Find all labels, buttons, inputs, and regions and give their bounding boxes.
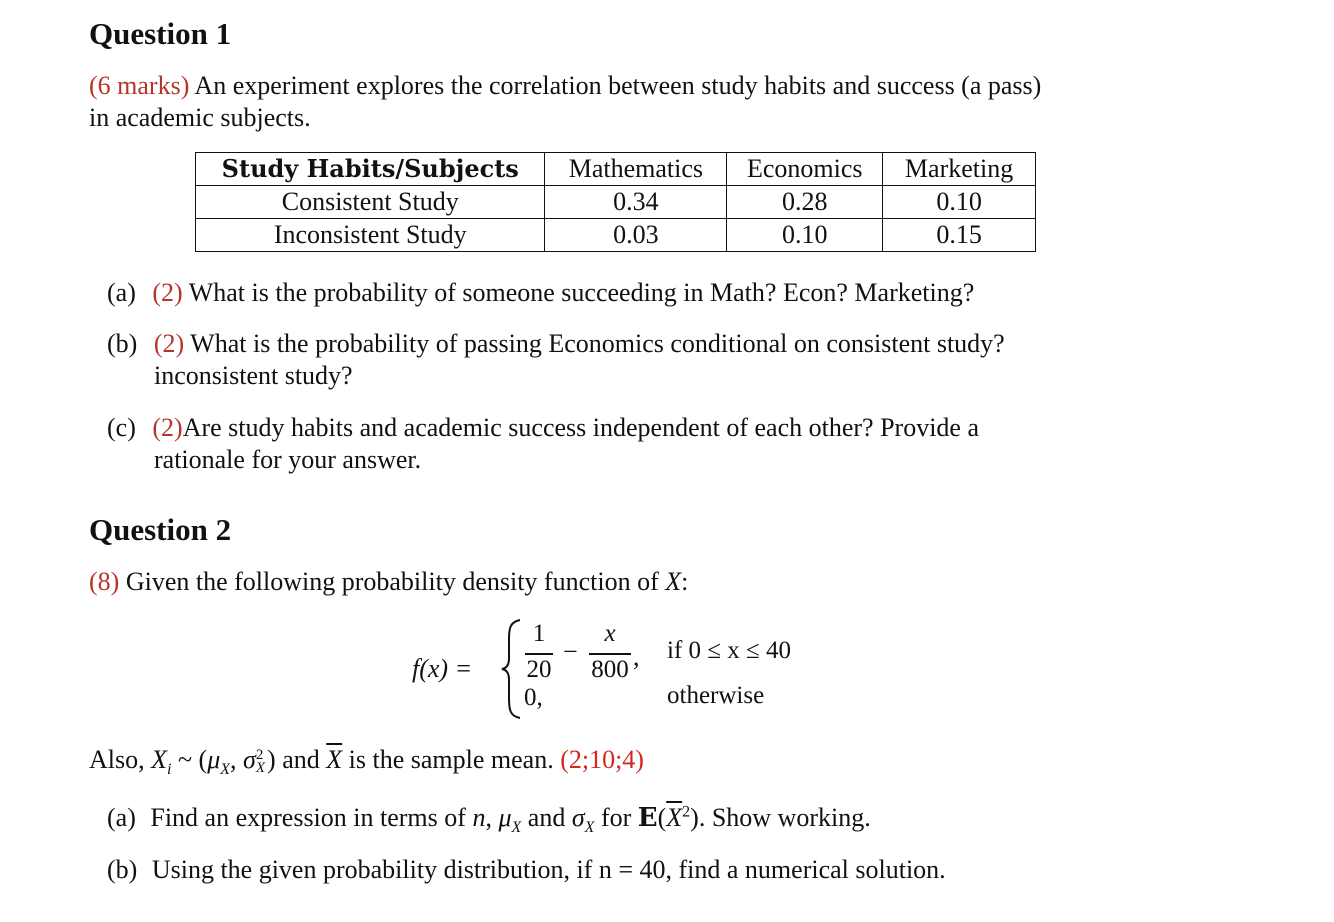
part-label: (b) [107,329,138,358]
sigma-symbol: σ [571,803,585,832]
part-text: Find an expression in terms of [150,803,473,832]
probability-table [195,152,1036,252]
also-text: Also, [89,745,152,774]
table-cell: 0.10 [883,186,1036,219]
subscript: X [220,761,231,779]
fraction-denominator: 800 [591,656,629,683]
x-bar: $\overline{X}$ [326,745,343,774]
expectation-symbol: E [637,803,658,833]
subscript: X [255,760,266,777]
question-2-variable: X [665,567,682,596]
question-2-heading: Question 2 [89,512,232,547]
part-text: Using the given probability distribution, if n = 40, find a numerical solution. [151,855,946,884]
q2-part-a [107,803,871,837]
question-2-intro-text: Given the following probability density function of [119,567,666,596]
part-text: , [485,803,499,832]
table-cell: 0.28 [727,186,883,219]
also-text: ) and [267,745,327,774]
q1-part-c-line2: rationale for your answer. [154,445,422,474]
table-header-cell: Mathematics [545,153,727,186]
separator: , [230,745,244,774]
table-header-cell: Economics [727,153,883,186]
question-1-intro-text: An experiment explores the correlation between study habits and success (a pass) [189,71,1042,100]
table-header-cell: Study Habits/Subjects [196,153,545,186]
table-cell: 0.03 [545,219,727,252]
question-1-marks: (6 marks) [89,71,190,100]
question-2-marks: (8) [89,567,120,596]
question-1-heading: Question 1 [89,16,232,51]
x-bar: $\overline{X}$ [666,803,683,832]
minus-sign: − [563,637,578,666]
var-n: n [472,803,486,832]
subscript: X [584,819,595,837]
table-row [196,219,1036,252]
condition-1: if 0 ≤ x ≤ 40 [667,637,791,664]
part-text: Are study habits and academic success independent of each other? Provide a [182,413,980,442]
part-text: What is the probability of passing Economics conditional on consistent study? [184,329,1005,358]
fraction-numerator: 1 [532,620,546,647]
also-text: is the sample mean. [342,745,561,774]
subscript: i [167,761,172,779]
fraction-denominator: 20 [526,656,552,683]
question-2-intro [89,567,688,597]
also-line [89,745,644,779]
fraction-numerator: x [604,620,616,647]
q2-part-b [107,855,946,885]
part-label: (a) [107,278,136,307]
superscript: 2 [682,803,691,821]
part-text: ). Show working. [690,803,871,832]
part-marks: (2) [153,329,185,358]
table-header-row [196,153,1036,186]
part-text: and [521,803,572,832]
sigma-symbol: σ [243,745,256,774]
marks: (2;10;4) [560,745,644,774]
fraction-bar [589,653,631,655]
q1-part-c [107,413,979,443]
zero-case: 0, [524,684,543,711]
table-row [196,186,1036,219]
question-1-intro-line1 [89,71,1041,101]
q1-part-a [107,278,974,308]
part-marks: (2) [152,413,183,442]
question-1-intro-line2: in academic subjects. [89,103,311,132]
table-cell: 0.15 [883,219,1036,252]
pdf-lhs: f(x) = [412,654,473,683]
var-x: X [151,745,168,774]
condition-2: otherwise [667,682,765,709]
table-header-cell: Marketing [883,153,1036,186]
part-text: What is the probability of someone succeeding in Math? Econ? Marketing? [182,278,975,307]
left-brace-icon [500,618,522,720]
table-cell: Inconsistent Study [196,219,545,252]
mu-symbol: μ [207,745,221,774]
comma: , [633,642,640,671]
part-text: for [594,803,638,832]
table-cell: 0.10 [727,219,883,252]
subscript: X [511,819,522,837]
table-cell: Consistent Study [196,186,545,219]
fraction-bar [525,653,553,655]
question-2-colon: : [681,567,689,596]
part-label: (b) [107,855,138,884]
superscript: 2 [255,747,264,764]
table-cell: 0.34 [545,186,727,219]
mu-symbol: μ [498,803,512,832]
q1-part-b-line2: inconsistent study? [154,361,353,390]
part-label: (c) [107,413,136,442]
part-marks: (2) [152,278,183,307]
part-label: (a) [107,803,136,832]
tilde: ~ ( [171,745,208,774]
paren: ( [657,803,667,832]
q1-part-b [107,329,1005,359]
